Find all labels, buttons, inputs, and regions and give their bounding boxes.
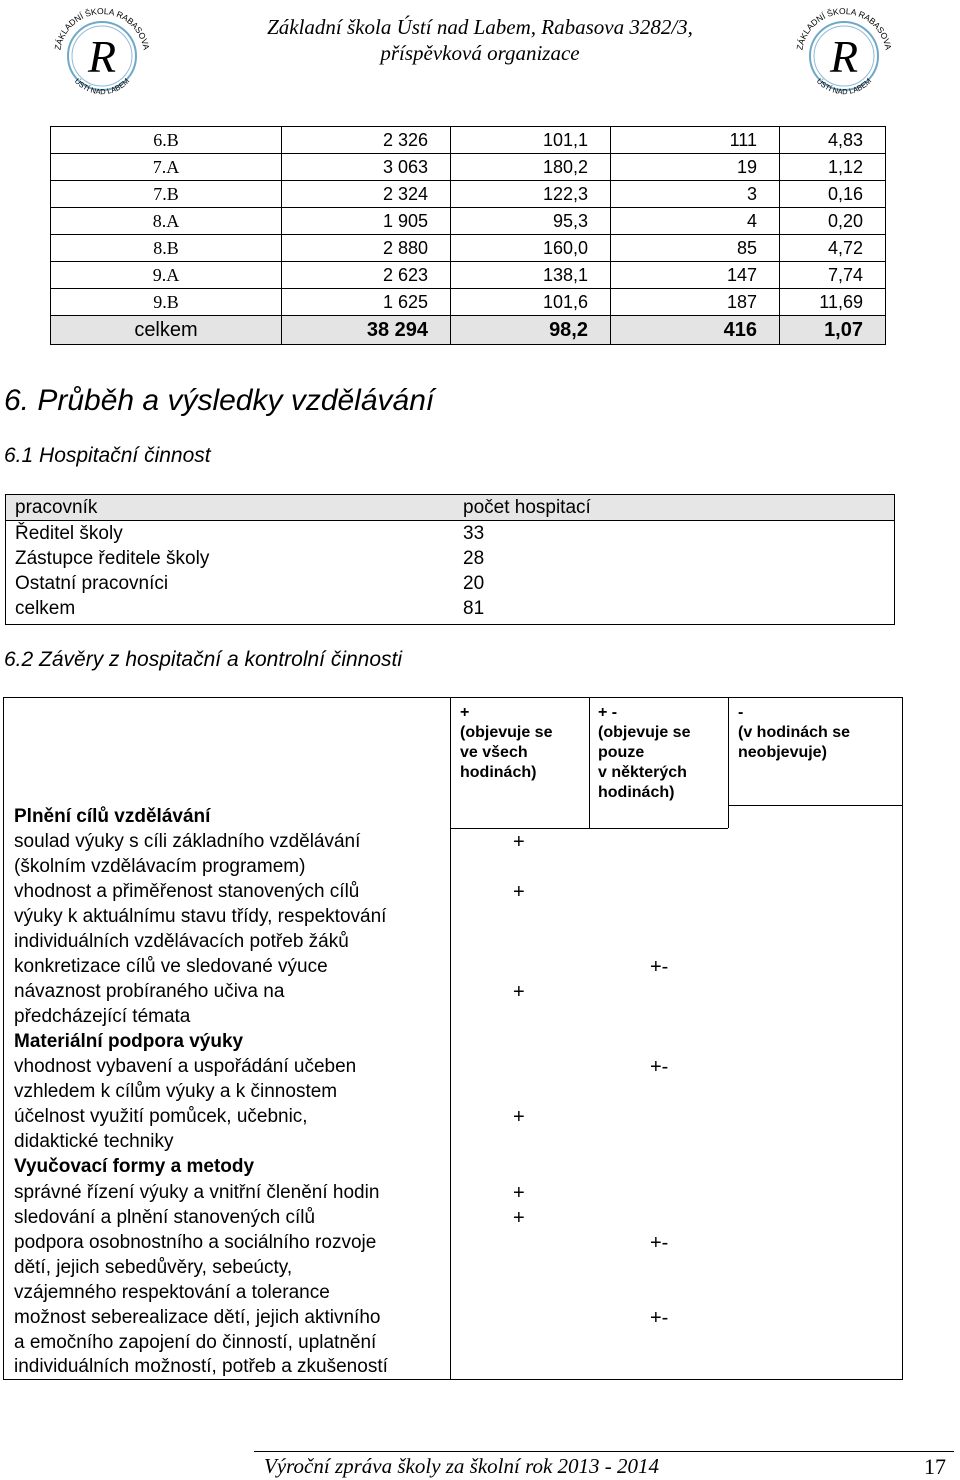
table-cell: 7,74 <box>780 262 886 289</box>
header-count: počet hospitací <box>463 497 591 518</box>
table-cell: 19 <box>611 154 780 181</box>
category-heading: Plnění cílů vzdělávání <box>14 806 211 827</box>
school-logo-left <box>46 0 158 112</box>
table-row <box>51 154 886 181</box>
grid-line <box>589 828 728 829</box>
svg-text:ZÁKLADNÍ ŠKOLA RABASOVA: ZÁKLADNÍ ŠKOLA RABASOVA <box>794 5 894 51</box>
category-heading: Vyučovací formy a metody <box>14 1156 255 1178</box>
table-cell: 9.A <box>51 262 282 289</box>
table-cell: 180,2 <box>451 154 611 181</box>
table-row <box>51 181 886 208</box>
rating-mark: + <box>513 881 525 904</box>
header-title <box>230 14 730 66</box>
section-6-1-title: 6.1 Hospitační činnost <box>4 444 211 467</box>
rating-mark: +- <box>650 1056 669 1079</box>
svg-text:ÚSTÍ NAD LABEM: ÚSTÍ NAD LABEM <box>72 76 132 97</box>
rating-mark: + <box>513 1181 525 1204</box>
svg-text:R: R <box>87 31 117 82</box>
table-cell: 1,07 <box>780 316 886 345</box>
table-row <box>4 1105 900 1155</box>
table-cell: 8.A <box>51 208 282 235</box>
table-row <box>4 1181 900 1206</box>
header-title-line1: Základní škola Ústí nad Labem, Rabasova 3282/3, <box>267 15 693 39</box>
criterion-label: vhodnost a přiměřenost stanovených cílů výuky k aktuálnímu stavu třídy, respektování individuálních vzdělávacích potřeb žáků <box>14 881 387 952</box>
conclusions-table <box>3 697 903 1380</box>
table-cell: 85 <box>611 235 780 262</box>
criterion-label: možnost seberealizace dětí, jejich aktivního a emočního zapojení do činností, uplatnění individuálních možností, potřeb a zkušeností <box>14 1306 388 1378</box>
table-row <box>51 289 886 316</box>
rating-mark: + <box>513 1206 525 1229</box>
inspection-count: 28 <box>463 548 485 569</box>
section-6-2-title: 6.2 Závěry z hospitační a kontrolní činnosti <box>4 648 403 671</box>
table-cell: 4 <box>611 208 780 235</box>
section-6-title: 6. Průběh a výsledky vzdělávání <box>4 384 435 417</box>
table-row <box>4 980 900 1030</box>
worker-label: Ředitel školy <box>15 523 123 544</box>
inspection-count: 81 <box>463 598 485 619</box>
table-cell: 160,0 <box>451 235 611 262</box>
inspection-count: 33 <box>463 523 485 544</box>
table-cell: 98,2 <box>451 316 611 345</box>
table-row <box>4 830 900 880</box>
table-cell: 138,1 <box>451 262 611 289</box>
table-row <box>4 1306 900 1380</box>
table-row <box>4 955 900 980</box>
criterion-label: konkretizace cílů ve sledované výuce <box>14 956 328 977</box>
table-cell: 3 <box>611 181 780 208</box>
table-row <box>4 1231 900 1305</box>
svg-text:ÚSTÍ NAD LABEM: ÚSTÍ NAD LABEM <box>814 76 874 97</box>
table-row <box>6 521 894 546</box>
column-header-minus: - (v hodinách se neobjevuje) <box>738 704 851 761</box>
inspection-count: 20 <box>463 573 485 594</box>
table-cell: 7.B <box>51 181 282 208</box>
table-cell: 2 880 <box>282 235 451 262</box>
grid-line <box>450 828 589 829</box>
table-row <box>4 1206 900 1231</box>
table-cell: 101,6 <box>451 289 611 316</box>
rating-mark: +- <box>650 1306 669 1329</box>
table-cell: 8.B <box>51 235 282 262</box>
criterion-label: sledování a plnění stanovených cílů <box>14 1206 316 1228</box>
table-row <box>6 571 894 596</box>
table-row <box>4 1030 900 1055</box>
table-cell: 1,12 <box>780 154 886 181</box>
table-total-row <box>51 316 886 345</box>
table-row <box>6 546 894 571</box>
inspection-table-header <box>6 495 894 520</box>
category-heading: Materiální podpora výuky <box>14 1031 244 1053</box>
worker-label: celkem <box>15 598 76 619</box>
criterion-label: vhodnost vybavení a uspořádání učeben vzhledem k cílům výuky a k činnostem <box>14 1056 357 1103</box>
criterion-label: správné řízení výuky a vnitřní členění hodin <box>14 1181 380 1203</box>
page-number: 17 <box>924 1454 946 1479</box>
table-cell: 1 905 <box>282 208 451 235</box>
column-header-plus-minus: + - (objevuje se pouze v některých hodinách) <box>598 704 691 801</box>
table-row <box>4 1155 900 1180</box>
table-cell: 2 324 <box>282 181 451 208</box>
header-worker: pracovník <box>15 497 98 518</box>
table-cell: 187 <box>611 289 780 316</box>
table-cell: 2 623 <box>282 262 451 289</box>
school-logo-right <box>788 0 900 112</box>
inspection-table <box>5 494 895 625</box>
worker-label: Zástupce ředitele školy <box>15 548 210 569</box>
table-cell: 11,69 <box>780 289 886 316</box>
rating-mark: +- <box>650 1232 669 1254</box>
table-cell: 4,72 <box>780 235 886 262</box>
worker-label: Ostatní pracovníci <box>15 573 169 594</box>
svg-text:ZÁKLADNÍ ŠKOLA RABASOVA: ZÁKLADNÍ ŠKOLA RABASOVA <box>52 5 152 51</box>
table-cell: 1 625 <box>282 289 451 316</box>
criterion-label: podpora osobnostního a sociálního rozvoje dětí, jejich sebedůvěry, sebeúcty, vzájemného respektování a tolerance <box>14 1232 377 1303</box>
table-cell: 7.A <box>51 154 282 181</box>
table-cell: celkem <box>51 316 282 345</box>
table-row <box>4 805 900 830</box>
table-cell: 6.B <box>51 127 282 154</box>
svg-text:R: R <box>829 31 859 82</box>
criterion-label: účelnost využití pomůcek, učebnic, didaktické techniky <box>14 1106 308 1153</box>
table-cell: 38 294 <box>282 316 451 345</box>
header-title-line2: příspěvková organizace <box>380 41 580 65</box>
table-cell: 147 <box>611 262 780 289</box>
table-row <box>4 1055 900 1105</box>
table-cell: 0,20 <box>780 208 886 235</box>
footer-text: Výroční zpráva školy za školní rok 2013 - 2014 <box>264 1454 660 1478</box>
table-cell: 2 326 <box>282 127 451 154</box>
table-cell: 416 <box>611 316 780 345</box>
table-row <box>51 235 886 262</box>
table-cell: 4,83 <box>780 127 886 154</box>
table-row <box>4 880 900 954</box>
class-stats-table <box>50 126 886 345</box>
column-header-plus: + (objevuje se ve všech hodinách) <box>460 704 553 781</box>
table-cell: 3 063 <box>282 154 451 181</box>
table-row <box>51 262 886 289</box>
rating-mark: +- <box>650 956 669 978</box>
grid-line <box>728 805 902 806</box>
criterion-label: soulad výuky s cíli základního vzdělávání (školním vzdělávacím programem) <box>14 831 361 877</box>
table-cell: 0,16 <box>780 181 886 208</box>
footer-divider <box>254 1451 954 1452</box>
criterion-label: návaznost probíraného učiva na předcházející témata <box>14 981 285 1027</box>
table-cell: 95,3 <box>451 208 611 235</box>
rating-mark: + <box>513 831 525 854</box>
rating-mark: + <box>513 981 525 1004</box>
table-cell: 111 <box>611 127 780 154</box>
table-cell: 9.B <box>51 289 282 316</box>
table-row <box>6 596 894 621</box>
table-cell: 122,3 <box>451 181 611 208</box>
table-row <box>51 208 886 235</box>
table-row <box>51 127 886 154</box>
rating-mark: + <box>513 1106 525 1129</box>
table-cell: 101,1 <box>451 127 611 154</box>
